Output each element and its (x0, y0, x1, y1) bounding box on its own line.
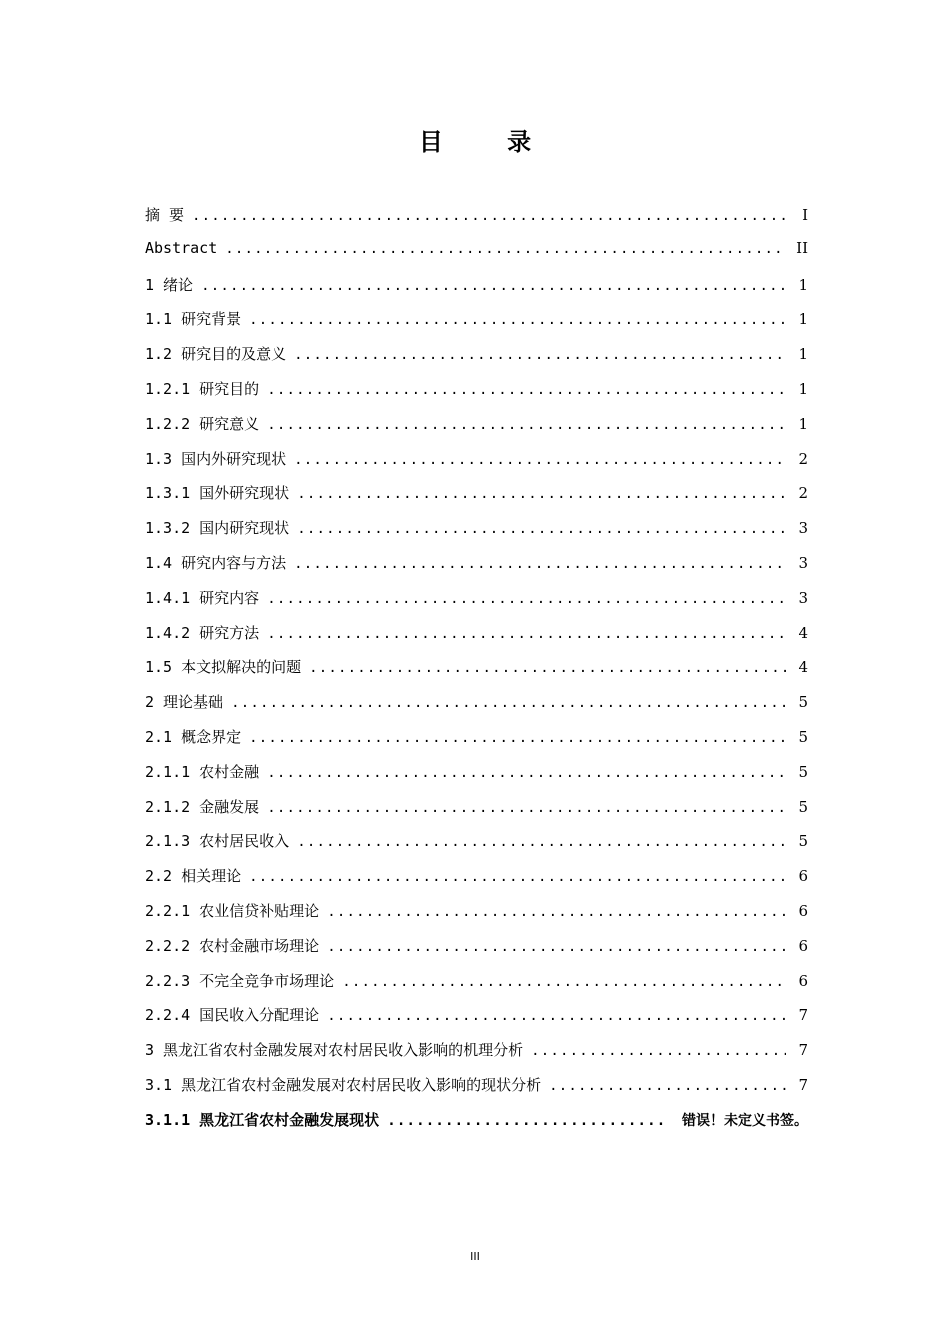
toc-entry-label: 1.2.2 研究意义 (145, 414, 260, 433)
toc-entry-page: 6 (798, 971, 808, 990)
toc-entry-page: 7 (798, 1006, 808, 1025)
toc-dot-leader (297, 486, 786, 502)
toc-entry[interactable] (145, 1109, 808, 1144)
toc-entry-page: 5 (798, 693, 808, 712)
toc-entry-label: 2.2.1 农业信贷补贴理论 (145, 901, 320, 920)
page-number: III (470, 1250, 480, 1263)
toc-entry[interactable] (145, 761, 808, 796)
toc-entry-page: 错误！未定义书签。 (682, 1112, 808, 1129)
toc-entry-label: 2.1.1 农村金融 (145, 762, 260, 781)
toc-entry-page: 3 (798, 588, 808, 607)
toc-dot-leader (201, 278, 786, 294)
toc-entry-label: 1.2 研究目的及意义 (145, 345, 287, 364)
toc-entry[interactable] (145, 308, 808, 343)
toc-entry-label: 3.1 黑龙江省农村金融发展对农村居民收入影响的现状分析 (145, 1075, 542, 1094)
toc-dot-leader (294, 347, 786, 363)
toc-entry[interactable] (145, 517, 808, 552)
toc-entry[interactable] (145, 274, 808, 309)
toc-entry[interactable] (145, 1074, 808, 1109)
toc-dot-leader (294, 556, 786, 572)
toc-entry[interactable] (145, 970, 808, 1005)
toc-entry-label: 1.2.1 研究目的 (145, 379, 260, 398)
toc-entry-page: 7 (798, 1041, 808, 1060)
toc-entry-page: 5 (798, 832, 808, 851)
toc-dot-leader (327, 939, 786, 955)
toc-dot-leader (267, 626, 786, 642)
toc-dot-leader (267, 382, 786, 398)
toc-entry-label: 2 理论基础 (145, 693, 224, 712)
toc-dot-leader (294, 452, 786, 468)
toc-entry-page: 3 (798, 553, 808, 572)
toc-entry-label: 摘 要 (145, 206, 185, 224)
toc-dot-leader (267, 417, 786, 433)
toc-entry-label: 1.3.1 国外研究现状 (145, 484, 290, 503)
toc-entry[interactable] (145, 343, 808, 378)
toc-entry-page: 1 (798, 275, 808, 294)
toc-entry-label: 1.1 研究背景 (145, 310, 242, 329)
toc-entry-label: 2.1 概念界定 (145, 727, 242, 746)
toc-entry-label: 2.1.2 金融发展 (145, 797, 260, 816)
toc-entry-page: 3 (798, 519, 808, 538)
toc-entry-page: 4 (798, 658, 808, 677)
toc-dot-leader (309, 660, 786, 676)
toc-entry[interactable] (145, 239, 808, 274)
toc-entry-page: 1 (798, 310, 808, 329)
toc-entry-page: 6 (798, 936, 808, 955)
toc-entry-label: 1.3 国内外研究现状 (145, 449, 287, 468)
toc-entry[interactable] (145, 830, 808, 865)
toc-entry-page: 1 (798, 345, 808, 364)
toc-entry-page: 5 (798, 797, 808, 816)
toc-entry-label: 3 黑龙江省农村金融发展对农村居民收入影响的机理分析 (145, 1041, 524, 1060)
toc-entry-label: 1.5 本文拟解决的问题 (145, 658, 302, 677)
toc-dot-leader (267, 800, 786, 816)
toc-entry-label: 1.3.2 国内研究现状 (145, 519, 290, 538)
toc-entry-label: 3.1.1 黑龙江省农村金融发展现状 (145, 1110, 380, 1129)
toc-dot-leader (327, 904, 786, 920)
toc-dot-leader (249, 730, 786, 746)
toc-entry-page: 6 (798, 901, 808, 920)
toc-entry[interactable] (145, 900, 808, 935)
toc-entry-label: 2.2.3 不完全竞争市场理论 (145, 971, 335, 990)
toc-entry-label: 1.4.2 研究方法 (145, 623, 260, 642)
toc-entry[interactable] (145, 1039, 808, 1074)
toc-dot-leader (387, 1113, 668, 1129)
toc-entry-label: 2.2 相关理论 (145, 867, 242, 886)
toc-dot-leader (327, 1008, 786, 1024)
toc-entry[interactable] (145, 726, 808, 761)
toc-entry-label: 2.2.2 农村金融市场理论 (145, 936, 320, 955)
toc-entry[interactable] (145, 587, 808, 622)
toc-entry-page: II (796, 238, 808, 257)
toc-entry-page: 7 (798, 1075, 808, 1094)
toc-entry[interactable] (145, 865, 808, 900)
toc-entry-page: 6 (798, 867, 808, 886)
toc-entry[interactable] (145, 448, 808, 483)
table-of-contents (145, 204, 808, 1144)
toc-entry[interactable] (145, 552, 808, 587)
toc-entry[interactable] (145, 935, 808, 970)
toc-dot-leader (297, 834, 786, 850)
toc-entry[interactable] (145, 691, 808, 726)
toc-dot-leader (249, 312, 786, 328)
toc-entry-label: 1 绪论 (145, 275, 194, 294)
toc-entry[interactable] (145, 378, 808, 413)
toc-entry[interactable] (145, 622, 808, 657)
toc-entry[interactable] (145, 1004, 808, 1039)
toc-dot-leader (249, 869, 786, 885)
toc-dot-leader (267, 591, 786, 607)
toc-entry-label: 2.2.4 国民收入分配理论 (145, 1006, 320, 1025)
toc-entry[interactable] (145, 482, 808, 517)
toc-dot-leader (267, 765, 786, 781)
toc-entry[interactable] (145, 796, 808, 831)
toc-dot-leader (231, 695, 786, 711)
toc-entry[interactable] (145, 413, 808, 448)
toc-entry-page: 4 (798, 623, 808, 642)
toc-entry-page: 2 (798, 484, 808, 503)
toc-entry-label: Abstract (145, 238, 218, 257)
toc-entry[interactable] (145, 204, 808, 239)
toc-entry-label: 1.4.1 研究内容 (145, 588, 260, 607)
toc-dot-leader (549, 1078, 786, 1094)
page-title: 目 录 (418, 128, 560, 156)
toc-entry-label: 2.1.3 农村居民收入 (145, 832, 290, 851)
toc-entry-page: 1 (798, 379, 808, 398)
toc-entry-page: 5 (798, 762, 808, 781)
toc-entry-page: 1 (798, 414, 808, 433)
toc-entry-page: 5 (798, 727, 808, 746)
toc-entry-label: 1.4 研究内容与方法 (145, 553, 287, 572)
toc-dot-leader (297, 521, 786, 537)
toc-dot-leader (192, 208, 786, 224)
toc-dot-leader (342, 974, 786, 990)
toc-entry[interactable] (145, 656, 808, 691)
toc-entry-page: I (802, 206, 808, 224)
toc-entry-page: 2 (798, 449, 808, 468)
toc-dot-leader (225, 241, 786, 257)
toc-dot-leader (531, 1043, 786, 1059)
